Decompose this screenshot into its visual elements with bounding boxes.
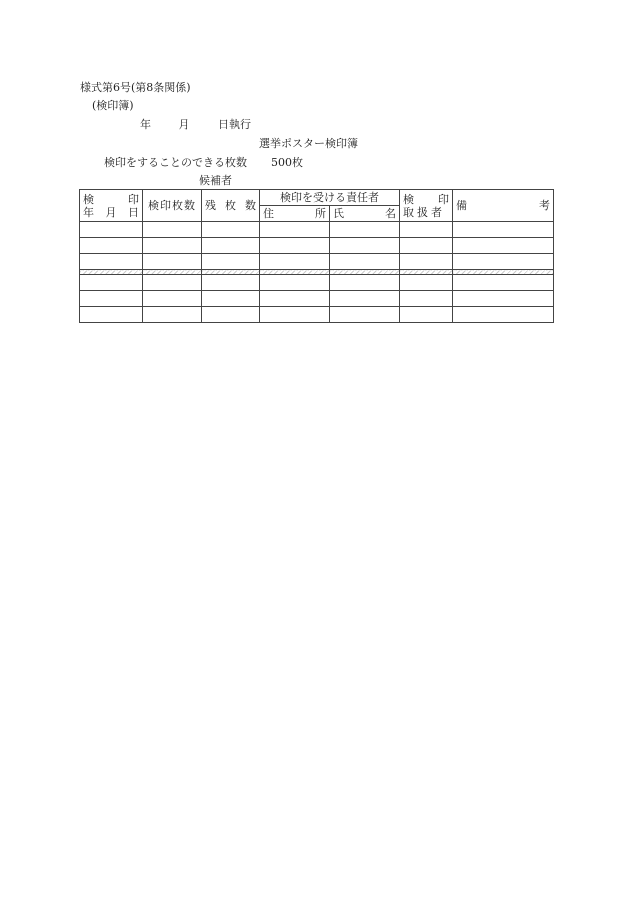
header-handler: 検 印 取扱者 — [400, 190, 453, 222]
table-row — [80, 222, 554, 238]
table-row — [80, 254, 554, 270]
candidate-label: 候補者 — [199, 174, 232, 187]
header-remarks: 備 考 — [453, 190, 554, 222]
header-name: 氏 名 — [330, 206, 400, 222]
ledger-table — [79, 189, 554, 323]
subtitle: (検印簿) — [92, 99, 134, 112]
table-row — [80, 238, 554, 254]
table-row — [80, 307, 554, 323]
capacity-label: 検印をすることのできる枚数 — [104, 156, 247, 169]
capacity-line — [104, 156, 303, 170]
year-label: 年 — [140, 118, 151, 131]
header-address: 住 所 — [260, 206, 330, 222]
header-row-1 — [80, 190, 554, 206]
table-row — [80, 291, 554, 307]
header-responsible: 検印を受ける責任者 — [260, 190, 400, 206]
date-line — [140, 118, 251, 132]
header-remaining: 残 枚 数 — [202, 190, 260, 222]
header-date: 検 印 年 月 日 — [80, 190, 143, 222]
page-title: 選挙ポスター検印簿 — [259, 137, 358, 150]
form-number: 様式第6号(第8条関係) — [80, 81, 191, 94]
day-exec-label: 日執行 — [218, 118, 251, 131]
header-stamp-count: 検印枚数 — [143, 190, 202, 222]
table-row — [80, 275, 554, 291]
capacity-count: 500枚 — [271, 156, 303, 169]
month-label: 月 — [178, 118, 190, 131]
